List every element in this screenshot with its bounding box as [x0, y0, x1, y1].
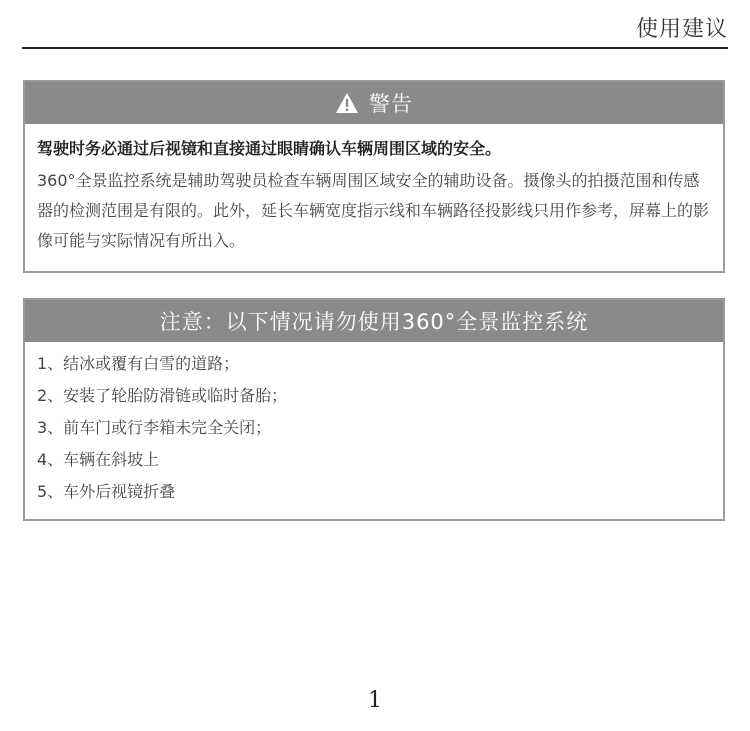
notice-box: [23, 298, 725, 521]
warning-box: [23, 80, 725, 273]
notice-item: 4、车辆在斜坡上: [37, 450, 160, 469]
warning-triangle-icon: [335, 92, 359, 114]
warning-header: [25, 82, 723, 124]
warning-title: 警告: [369, 92, 413, 116]
notice-title: 注意：以下情况请勿使用360°全景监控系统: [159, 310, 589, 334]
warning-body: [25, 124, 723, 256]
notice-item: 5、车外后视镜折叠: [37, 482, 176, 501]
page-number: 1: [368, 688, 382, 713]
page-section-title: 使用建议: [635, 17, 728, 42]
notice-list: [25, 342, 723, 508]
warning-description-text: 360°全景监控系统是辅助驾驶员检查车辆周围区域安全的辅助设备。摄像头的拍摄范围和传感器的检测范围是有限的。此外，延长车辆宽度指示线和车辆路径投影线只用作参考，屏幕上的影像可能与实际情况有所出入。: [37, 171, 710, 250]
warning-emphasis-text: 驾驶时务必通过后视镜和直接通过眼睛确认车辆周围区域的安全。: [37, 139, 502, 158]
header-divider: [22, 47, 728, 49]
notice-item: 1、结冰或覆有白雪的道路；: [37, 354, 240, 373]
notice-item: 3、前车门或行李箱未完全关闭；: [37, 418, 272, 437]
notice-header: [25, 300, 723, 342]
notice-item: 2、安装了轮胎防滑链或临时备胎；: [37, 386, 288, 405]
